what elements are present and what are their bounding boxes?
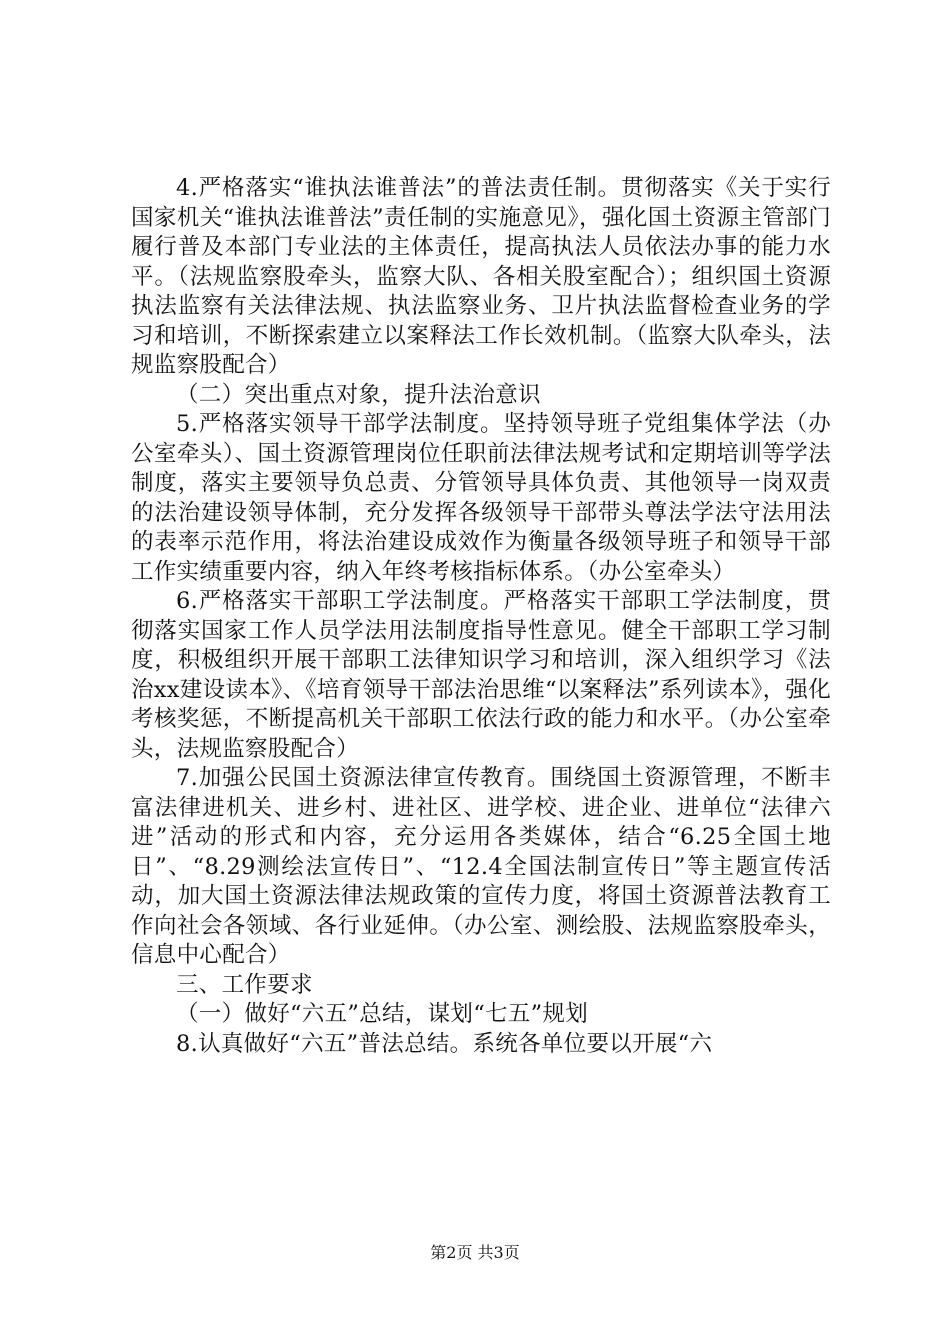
paragraph-item-5: 5.严格落实领导干部学法制度。坚持领导班子党组集体学法（办公室牵头）、国土资源管理岗位任职前法律法规考试和定期培训等学法制度，落实主要领导负总责、分管领导具体负责、其他领导一岗双责的法治建设领导体制，充分发挥各级领导干部带头尊法学法守法用法的表率示范作用，将法治建设成效作为衡量各级领导班子和领导干部工作实绩重要内容，纳入年终考核指标体系。（办公室牵头） [131,411,831,585]
page-footer: 第2页 共3页 [430,1243,520,1262]
paragraph-item-8: 8.认真做好“六五”普法总结。系统各单位要以开展“六 [176,1030,713,1057]
section-heading-focus-targets: （二）突出重点对象，提升法治意识 [176,381,541,408]
section-heading-work-requirements: 三、工作要求 [176,971,313,998]
document-body [131,174,831,1059]
paragraph-item-7: 7.加强公民国土资源法律宣传教育。围绕国土资源管理，不断丰富法律进机关、进乡村、进社区、进学校、进企业、进单位“法律六进”活动的形式和内容，充分运用各类媒体，结合“6.25全国土地日”、“8.29测绘法宣传日”、“12.4全国法制宣传日”等主题宣传活动，加大国土资源法律法规政策的宣传力度，将国土资源普法教育工作向社会各领域、各行业延伸。（办公室、测绘股、法规监察股牵头，信息中心配合） [131,765,831,968]
subsection-heading-summary-planning: （一）做好“六五”总结，谋划“七五”规划 [176,1001,589,1027]
paragraph-item-6: 6.严格落实干部职工学法制度。严格落实干部职工学法制度，贯彻落实国家工作人员学法用法制度指导性意见。健全干部职工学习制度，积极组织开展干部职工法律知识学习和培训，深入组织学习《法治xx建设读本》、《培育领导干部法治思维“以案释法”系列读本》，强化考核奖惩，不断提高机关干部职工依法行政的能力和水平。（办公室牵头，法规监察股配合） [131,588,831,762]
paragraph-item-4: 4.严格落实“谁执法谁普法”的普法责任制。贯彻落实《关于实行国家机关“谁执法谁普法”责任制的实施意见》，强化国土资源主管部门履行普及本部门专业法的主体责任，提高执法人员依法办事的能力水平。（法规监察股牵头，监察大队、各相关股室配合）；组织国土资源执法监察有关法律法规、执法监察业务、卫片执法监督检查业务的学习和培训，不断探索建立以案释法工作长效机制。（监察大队牵头，法规监察股配合） [131,175,831,378]
